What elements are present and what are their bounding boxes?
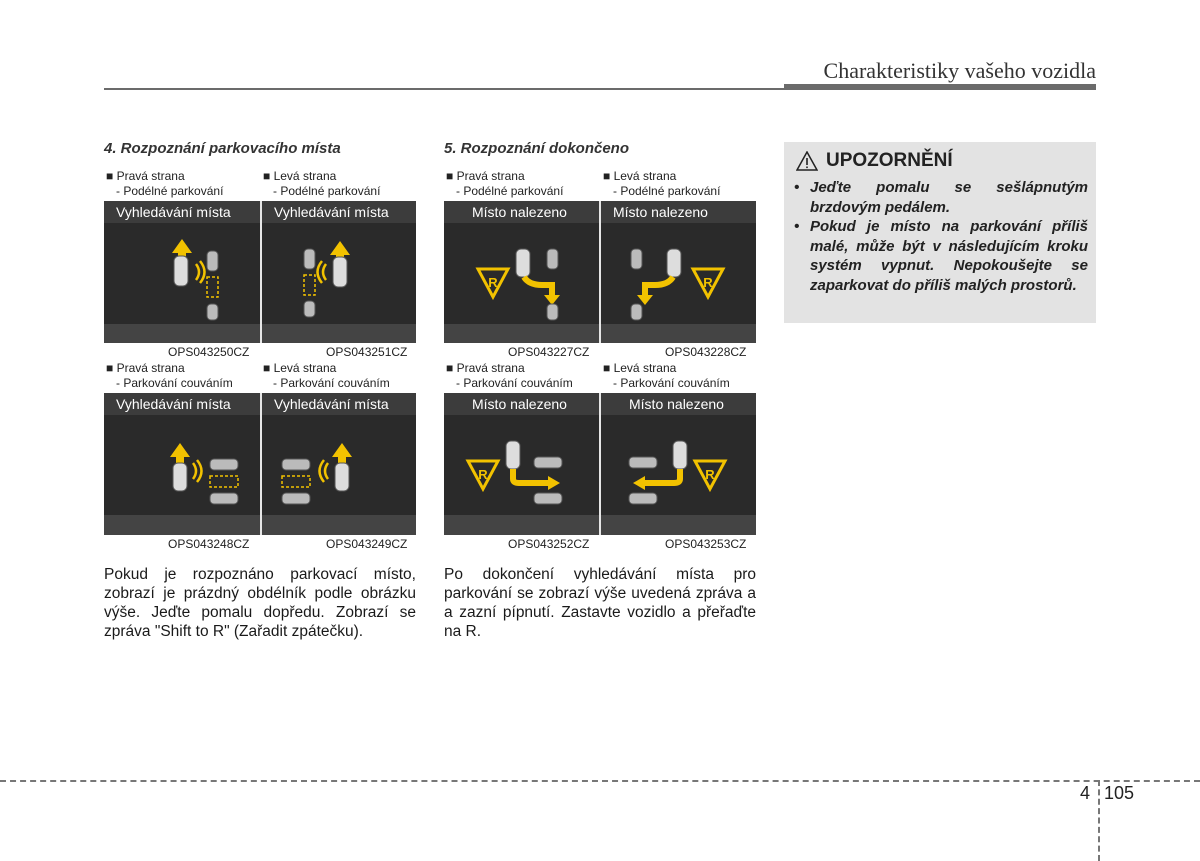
body-paragraph: Po dokončení vyhledávání místa pro parkování se zobrazí výše uvedená zpráva a a zazní pípnutí. Zastavte vozidlo a přeřaďte na R. (444, 566, 756, 640)
warning-list (792, 178, 1088, 295)
page-number: 105 (1104, 783, 1135, 803)
parking-diagram (262, 201, 416, 343)
screen-message: Vyhledávání místa (104, 393, 260, 415)
figure-code: OPS043249CZ (326, 537, 408, 551)
car-icon (304, 249, 315, 269)
screen-panel (262, 201, 416, 343)
arrow-icon (645, 277, 673, 295)
footer-divider (1098, 780, 1100, 861)
caption: ■ Pravá strana - Podélné parkování (106, 169, 224, 198)
svg-text:R: R (488, 275, 498, 290)
running-header-title: Charakteristiky vašeho vozidla (823, 58, 1096, 83)
car-icon (335, 463, 349, 491)
car-icon (174, 256, 188, 286)
arrow-icon (524, 277, 552, 295)
screen-message: Místo nalezeno (601, 393, 756, 415)
figure-code: OPS043251CZ (326, 345, 408, 359)
screen-panel (104, 393, 260, 535)
screen-panel (444, 393, 599, 535)
caption: ■ Pravá strana - Parkování couváním (446, 361, 573, 390)
car-icon (673, 441, 687, 469)
caption: ■ Levá strana - Podélné parkování (263, 169, 381, 198)
car-icon (506, 441, 520, 469)
svg-text:R: R (478, 467, 488, 482)
screen-panel (601, 201, 756, 343)
car-icon (629, 493, 657, 504)
car-icon (534, 457, 562, 468)
warning-title: UPOZORNĚNÍ (826, 150, 953, 171)
car-icon (210, 493, 238, 504)
car-icon (210, 459, 238, 470)
section-5-title: 5. Rozpoznání dokončeno (444, 140, 630, 157)
screen-panel (601, 393, 756, 535)
parking-diagram (104, 201, 260, 343)
car-icon (207, 304, 218, 320)
arrow-icon (332, 443, 352, 465)
car-icon (631, 249, 642, 269)
figure-code: OPS043227CZ (508, 345, 590, 359)
car-icon (207, 251, 218, 271)
car-icon (629, 457, 657, 468)
warning-triangle-icon (796, 151, 818, 171)
figure-code: OPS043253CZ (665, 537, 747, 551)
parking-diagram (601, 201, 756, 343)
parking-diagram (601, 393, 756, 535)
parking-diagram (262, 393, 416, 535)
caption: ■ Levá strana - Parkování couváním (263, 361, 390, 390)
screen-message: Vyhledávání místa (104, 201, 260, 223)
screen-message: Vyhledávání místa (262, 393, 416, 415)
figure-code: OPS043248CZ (168, 537, 250, 551)
screen-message: Místo nalezeno (444, 201, 599, 223)
caption: ■ Pravá strana - Parkování couváním (106, 361, 233, 390)
car-icon (534, 493, 562, 504)
car-icon (667, 249, 681, 277)
svg-text:R: R (705, 467, 715, 482)
car-icon (547, 304, 558, 320)
reverse-gear-sign-icon (478, 269, 508, 297)
screen-message: Vyhledávání místa (262, 201, 416, 223)
car-icon (631, 304, 642, 320)
caption: ■ Levá strana - Podélné parkování (603, 169, 721, 198)
screen-panel (444, 201, 599, 343)
arrow-icon (170, 443, 190, 465)
header-rule-accent (784, 84, 1096, 90)
screen-panel (104, 201, 260, 343)
caption: ■ Pravá strana - Podélné parkování (446, 169, 564, 198)
chapter-number: 4 (1080, 783, 1091, 803)
screen-message: Místo nalezeno (601, 201, 756, 223)
figure-code: OPS043252CZ (508, 537, 590, 551)
reverse-gear-sign-icon (693, 269, 723, 297)
figure-code: OPS043228CZ (665, 345, 747, 359)
figure-code: OPS043250CZ (168, 345, 250, 359)
reverse-gear-sign-icon (468, 461, 498, 489)
section-4-title: 4. Rozpoznání parkovacího místa (104, 140, 341, 157)
reverse-gear-sign-icon (695, 461, 725, 489)
footer-rule (0, 780, 1200, 782)
screen-panel (262, 393, 416, 535)
list-item: • Jeďte pomalu se sešlápnutým brzdovým pedálem. (792, 178, 1088, 217)
car-icon (516, 249, 530, 277)
parking-diagram (104, 393, 260, 535)
body-paragraph: Pokud je rozpoznáno parkovací místo, zobrazí je prázdný obdélník podle obrázku výše. Jeďte pomalu dopředu. Zobrazí se zpráva "Shift to R" (Zařadit zpátečku). (104, 566, 416, 640)
parking-diagram (444, 393, 599, 535)
arrow-icon (513, 469, 549, 483)
screen-message: Místo nalezeno (444, 393, 599, 415)
car-icon (333, 257, 347, 287)
svg-text:R: R (703, 275, 713, 290)
parking-diagram (444, 201, 599, 343)
car-icon (304, 301, 315, 317)
list-item: • Pokud je místo na parkování příliš malé, může být v následujícím kroku systém vypnut. Nepokoušejte se zaparkovat do příliš malých prostorů. (792, 217, 1088, 295)
car-icon (173, 463, 187, 491)
caption: ■ Levá strana - Parkování couváním (603, 361, 730, 390)
car-icon (547, 249, 558, 269)
car-icon (282, 493, 310, 504)
arrow-icon (644, 469, 680, 483)
car-icon (282, 459, 310, 470)
